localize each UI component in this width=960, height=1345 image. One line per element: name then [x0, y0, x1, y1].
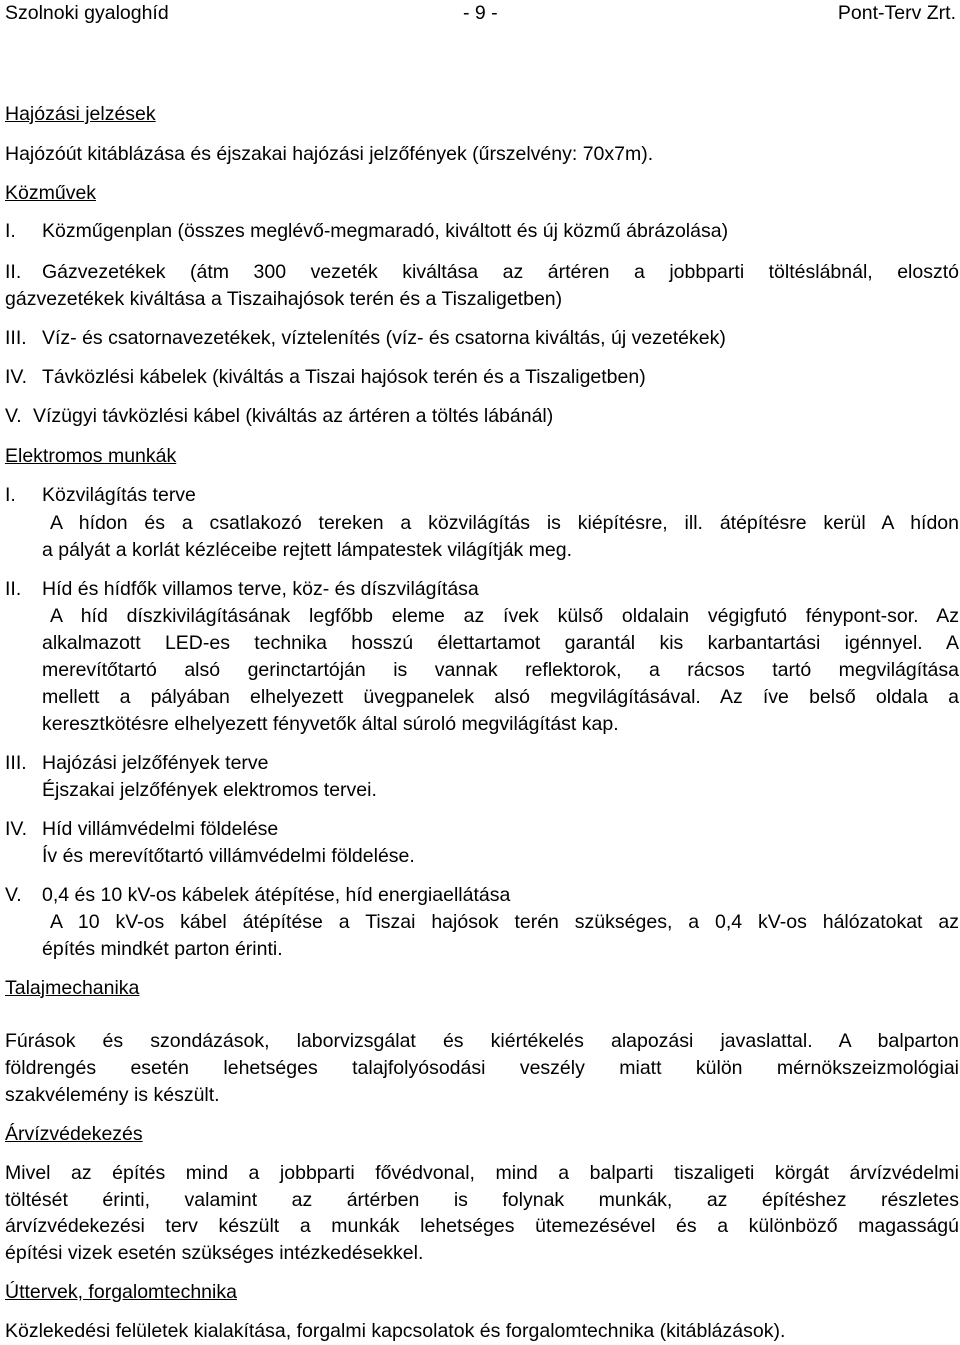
- list-item-text: a pályát a korlát kézléceibe rejtett lámpatestek világítják meg.: [42, 539, 573, 561]
- list-number: III.: [5, 752, 27, 774]
- list-item: Távközlési kábelek (kiváltás a Tiszai hajósok terén és a Tiszaligetben): [42, 366, 646, 388]
- list-number: V.: [5, 405, 22, 427]
- list-item-text: A hídon és a csatlakozó tereken a közvilágítás is kiépítésre, ill. átépítésre kerül A hídon: [50, 512, 959, 534]
- list-number: I.: [5, 484, 16, 506]
- page-header: [5, 0, 960, 26]
- list-item-text: A 10 kV-os kábel átépítése a Tiszai hajósok terén szükséges, a 0,4 kV-os hálózatokat az: [50, 911, 959, 933]
- list-item: Vízügyi távközlési kábel (kiváltás az ártéren a töltés lábánál): [33, 405, 554, 427]
- list-item-title: Híd és hídfők villamos terve, köz- és díszvilágítása: [42, 578, 479, 600]
- list-item-text: keresztkötésre elhelyezett fényvetők által súroló megvilágítást kap.: [42, 713, 619, 735]
- list-item-title: Közvilágítás terve: [42, 484, 196, 506]
- paragraph-line: építési vizek esetén szükséges intézkedésekkel.: [5, 1242, 424, 1264]
- list-item: Gázvezetékek (átm 300 vezeték kiváltása az ártéren a jobbparti töltéslábnál, elosztó: [42, 261, 959, 283]
- list-item-title: 0,4 és 10 kV-os kábelek átépítése, híd energiaellátása: [42, 884, 511, 906]
- list-item-text: alkalmazott LED-es technika hosszú élettartamot garantál kis karbantartási igénnyel. A: [42, 632, 959, 654]
- list-number: II.: [5, 261, 22, 283]
- list-item-continuation: gázvezetékek kiváltása a Tiszaihajósok terén és a Tiszaligetben): [5, 288, 563, 310]
- list-number: IV.: [5, 818, 28, 840]
- list-number: I.: [5, 220, 16, 242]
- paragraph-line: földrengés esetén lehetséges talajfolyósodási veszély miatt külön mérnökszeizmológiai: [5, 1057, 959, 1079]
- paragraph-line: Fúrások és szondázások, laborvizsgálat és kiértékelés alapozási javaslattal. A balparton: [5, 1030, 959, 1052]
- header-right: Pont-Terv Zrt.: [837, 2, 956, 24]
- list-item-text: építés mindkét parton érinti.: [42, 938, 283, 960]
- page-number: - 9 -: [463, 2, 498, 24]
- list-item-text: merevítőtartó alsó gerinctartóján is vannak reflektorok, a rácsos tartó megvilágítása: [42, 659, 959, 681]
- list-number: III.: [5, 327, 27, 349]
- list-item-text: Ív és merevítőtartó villámvédelmi földelése.: [42, 845, 415, 867]
- paragraph-line: szakvélemény is készült.: [5, 1084, 220, 1106]
- heading-kozmuvek: Közművek: [5, 182, 97, 204]
- list-number: II.: [5, 578, 22, 600]
- heading-elektromos: Elektromos munkák: [5, 445, 177, 467]
- heading-talajmechanika: Talajmechanika: [5, 977, 140, 999]
- heading-hajozasi: Hajózási jelzések: [5, 103, 156, 125]
- header-left: Szolnoki gyaloghíd: [5, 2, 169, 24]
- list-item-text: mellett a pályában elhelyezett üvegpanelek alsó megvilágításával. Az íve belső oldala a: [42, 686, 959, 708]
- paragraph-line: árvízvédekezési terv készült a munkák lehetséges ütemezésével és a különböző magasságú: [5, 1215, 959, 1237]
- paragraph-line: töltését érinti, valamint az ártérben is folynak munkák, az építéshez részletes: [5, 1189, 959, 1211]
- list-item-title: Hajózási jelzőfények terve: [42, 752, 269, 774]
- heading-uttervek: Úttervek, forgalomtechnika: [5, 1281, 237, 1303]
- list-item-text: Éjszakai jelzőfények elektromos tervei.: [42, 779, 377, 801]
- list-item: Víz- és csatornavezetékek, víztelenítés (víz- és csatorna kiváltás, új vezetékek): [42, 327, 726, 349]
- list-number: IV.: [5, 366, 28, 388]
- hajozasi-text: Hajózóút kitáblázása és éjszakai hajózási jelzőfények (űrszelvény: 70x7m).: [5, 143, 654, 165]
- list-item: Közműgenplan (összes meglévő-megmaradó, kiváltott és új közmű ábrázolása): [42, 220, 729, 242]
- heading-arvizvedekezes: Árvízvédekezés: [5, 1123, 143, 1145]
- uttervek-text: Közlekedési felületek kialakítása, forgalmi kapcsolatok és forgalomtechnika (kitáblázások).: [5, 1320, 786, 1342]
- paragraph-line: Mivel az építés mind a jobbparti fővédvonal, mind a balparti tiszaligeti körgát árvízvédelmi: [5, 1162, 959, 1184]
- list-number: V.: [5, 884, 22, 906]
- list-item-title: Híd villámvédelmi földelése: [42, 818, 279, 840]
- list-item-text: A híd díszkivilágításának legfőbb eleme az ívek külső oldalain végigfutó fénypont-sor. Az: [50, 605, 959, 627]
